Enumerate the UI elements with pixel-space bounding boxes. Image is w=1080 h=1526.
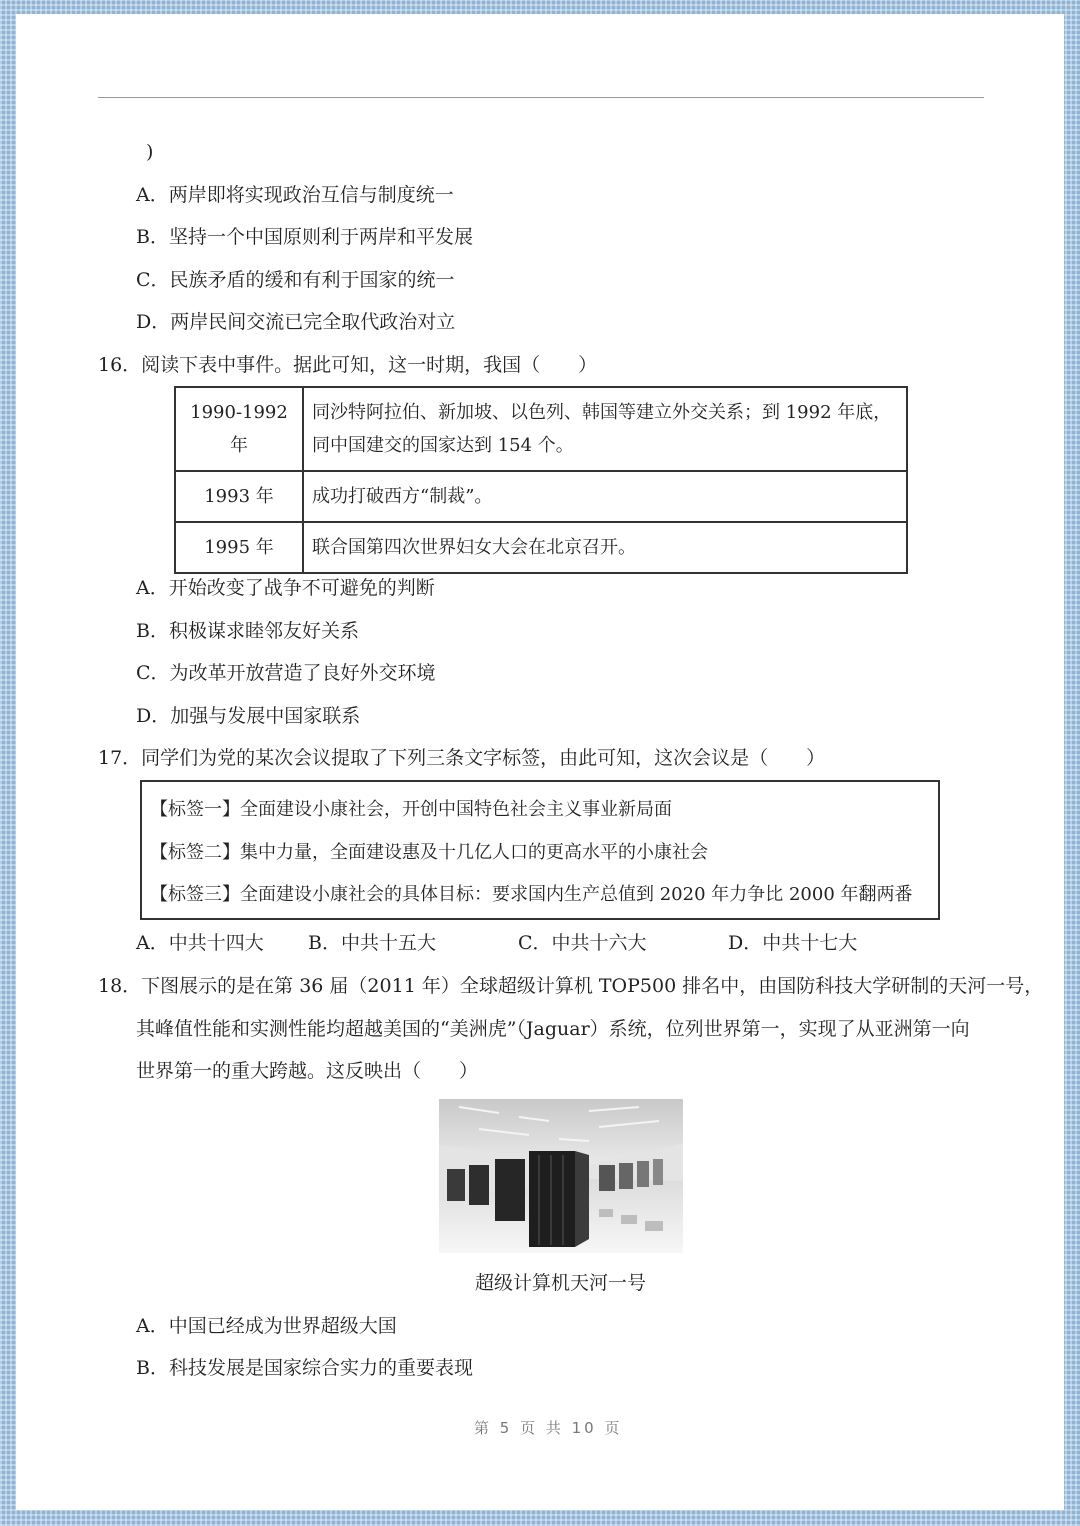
q17-tag-1: 【标签一】全面建设小康社会，开创中国特色社会主义事业新局面: [150, 799, 672, 820]
q16-option-d: D．加强与发展中国家联系: [136, 705, 361, 727]
page-number: 第 5 页 共 10 页: [474, 1419, 623, 1437]
q18-stem-line-2: 其峰值性能和实测性能均超越美国的“美洲虎”（Jaguar）系统，位列世界第一，实现了从亚洲第一向: [136, 1018, 970, 1040]
q15-option-d: D．两岸民间交流已完全取代政治对立: [136, 311, 456, 333]
q16-stem: 16．阅读下表中事件。据此可知，这一时期，我国（ ）: [98, 354, 598, 376]
q17-tag-3: 【标签三】全面建设小康社会的具体目标：要求国内生产总值到 2020 年力争比 2000 年翻两番: [150, 884, 913, 905]
q18-option-b: B．科技发展是国家综合实力的重要表现: [136, 1357, 473, 1379]
q18-option-a: A．中国已经成为世界超级大国: [136, 1315, 397, 1337]
table-row: [175, 522, 907, 573]
q15-option-b: B．坚持一个中国原则利于两岸和平发展: [136, 226, 473, 248]
q17-option-b: B．中共十五大: [308, 932, 436, 954]
q15-option-c: C．民族矛盾的缓和有利于国家的统一: [136, 269, 455, 291]
q17-option-d: D．中共十七大: [728, 932, 858, 954]
q17-stem: 17．同学们为党的某次会议提取了下列三条文字标签，由此可知，这次会议是（ ）: [98, 747, 826, 769]
q15-option-a: A．两岸即将实现政治互信与制度统一: [136, 184, 454, 206]
table-row: [175, 471, 907, 522]
table-cell-year: 1995 年: [175, 522, 303, 573]
header-rule: [98, 97, 984, 98]
q17-tag-2: 【标签二】集中力量，全面建设惠及十几亿人口的更高水平的小康社会: [150, 841, 708, 863]
exam-page: [16, 14, 1064, 1510]
supercomputer-photo: [439, 1099, 683, 1253]
q15-closing-paren: ): [146, 141, 154, 163]
q16-option-a: A．开始改变了战争不可避免的判断: [136, 577, 435, 599]
q18-stem-line-1: 18．下图展示的是在第 36 届（2011 年）全球超级计算机 TOP500 排名中，由国防科技大学研制的天河一号，: [98, 975, 1044, 997]
table-row: [175, 387, 907, 471]
image-caption: 超级计算机天河一号: [475, 1272, 647, 1294]
q16-events-table: [174, 386, 908, 574]
table-cell-year: 1993 年: [175, 471, 303, 522]
table-cell-event: 同沙特阿拉伯、新加坡、以色列、韩国等建立外交关系；到 1992 年底，同中国建交的国家达到 154 个。: [303, 387, 907, 471]
q18-stem-line-3: 世界第一的重大跨越。这反映出（ ）: [136, 1060, 479, 1082]
table-cell-year: 1990-1992 年: [175, 387, 303, 471]
q17-option-c: C．中共十六大: [518, 932, 647, 954]
q16-option-b: B．积极谋求睦邻友好关系: [136, 620, 359, 642]
table-cell-event: 成功打破西方“制裁”。: [303, 471, 907, 522]
q17-tag-box: [140, 780, 940, 920]
table-cell-event: 联合国第四次世界妇女大会在北京召开。: [303, 522, 907, 573]
q17-option-a: A．中共十四大: [136, 932, 264, 954]
q16-option-c: C．为改革开放营造了良好外交环境: [136, 662, 436, 684]
